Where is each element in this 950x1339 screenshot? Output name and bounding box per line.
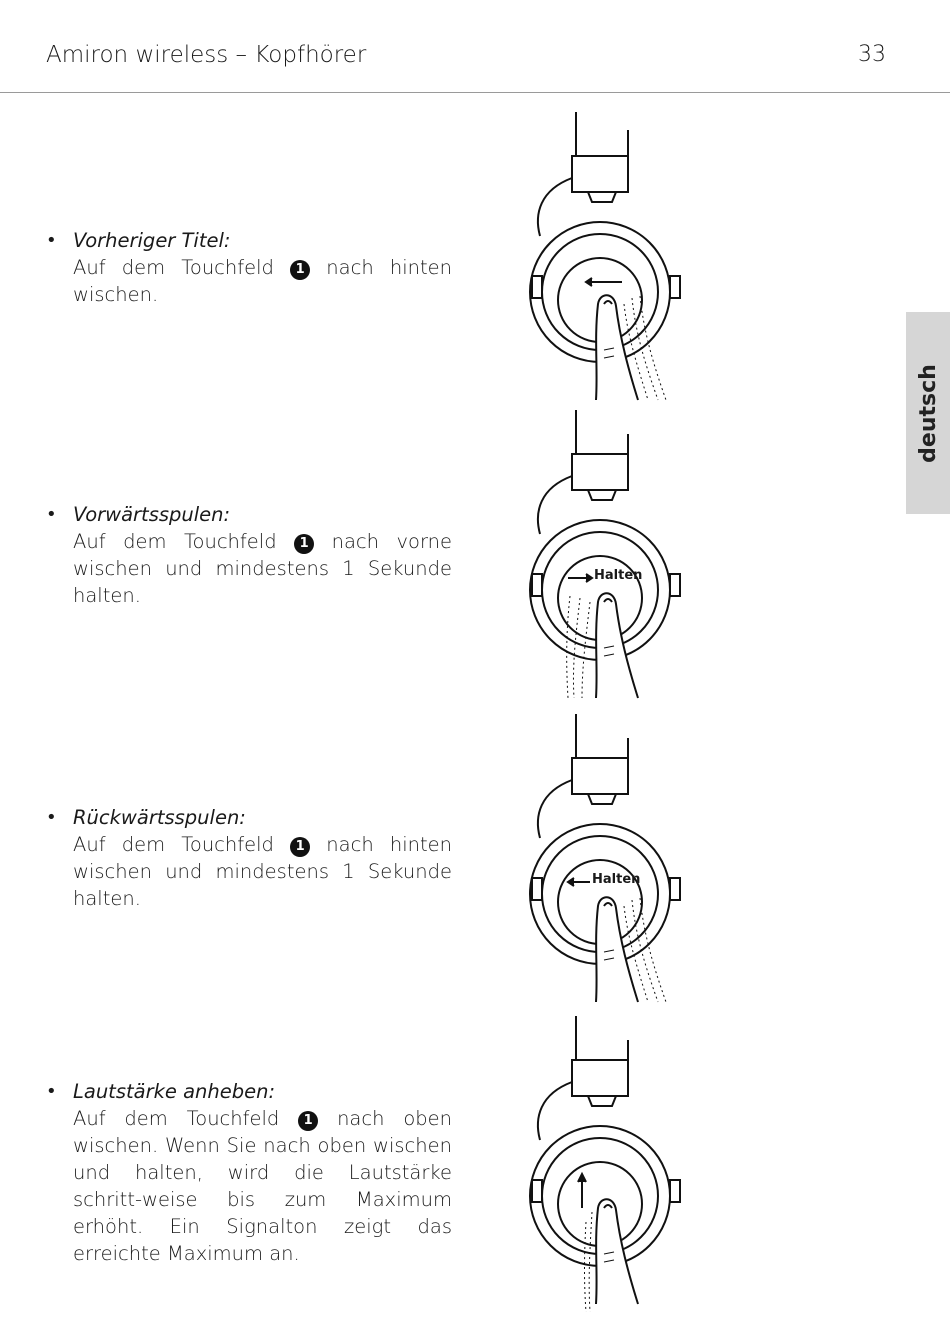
headphone-fast-forward-illustration bbox=[520, 406, 700, 706]
headphone-rewind-illustration bbox=[520, 710, 700, 1010]
language-tab bbox=[906, 312, 950, 514]
touchpad-number-badge: 1 bbox=[298, 1111, 318, 1131]
instruction-previous-track bbox=[46, 227, 452, 308]
header-title: Amiron wireless – Kopfhörer bbox=[46, 42, 367, 68]
instruction-title: Vorheriger Titel: bbox=[73, 229, 231, 252]
hold-label: Halten bbox=[594, 568, 643, 583]
touchpad-number-badge: 1 bbox=[290, 260, 310, 280]
instruction-text: Auf dem Touchfeld 1 nach vorne wischen und mindestens 1 Sekunde halten. bbox=[73, 530, 453, 607]
instruction-volume-up bbox=[46, 1078, 452, 1267]
headphone-swipe-back-illustration bbox=[520, 108, 700, 408]
instruction-title: Vorwärtsspulen: bbox=[73, 503, 231, 526]
finger bbox=[596, 1199, 638, 1304]
finger bbox=[596, 295, 638, 400]
instruction-text: Auf dem Touchfeld 1 nach hinten wischen und mindestens 1 Sekunde halten. bbox=[73, 833, 452, 910]
headband-slider bbox=[572, 156, 628, 192]
page-number: 33 bbox=[858, 42, 886, 67]
header-divider bbox=[0, 92, 950, 93]
bullet: • bbox=[46, 1081, 57, 1102]
instruction-title: Rückwärtsspulen: bbox=[73, 806, 246, 829]
headband-slider bbox=[572, 454, 628, 490]
touchpad-number-badge: 1 bbox=[294, 534, 314, 554]
headband-slider bbox=[572, 758, 628, 794]
finger bbox=[596, 897, 638, 1002]
instruction-text: Auf dem Touchfeld 1 nach oben wischen. Wenn Sie nach oben wischen und halten, wird die Lautstärke schritt-weise bis zum Maximum erhöht. Ein Signalton zeigt das erreichte Maximum an. bbox=[73, 1107, 452, 1265]
headphone-volume-up-illustration bbox=[520, 1012, 700, 1312]
instruction-title: Lautstärke anheben: bbox=[73, 1080, 276, 1103]
touchpad-number-badge: 1 bbox=[290, 837, 310, 857]
finger bbox=[596, 593, 638, 698]
language-tab-label: deutsch bbox=[915, 363, 941, 463]
instruction-fast-forward bbox=[46, 501, 452, 609]
hold-label: Halten bbox=[592, 872, 641, 887]
headband-slider bbox=[572, 1060, 628, 1096]
instruction-rewind bbox=[46, 804, 452, 912]
instruction-text: Auf dem Touchfeld 1 nach hinten wischen. bbox=[73, 256, 452, 306]
bullet: • bbox=[46, 230, 57, 251]
bullet: • bbox=[46, 807, 57, 828]
bullet: • bbox=[46, 504, 57, 525]
